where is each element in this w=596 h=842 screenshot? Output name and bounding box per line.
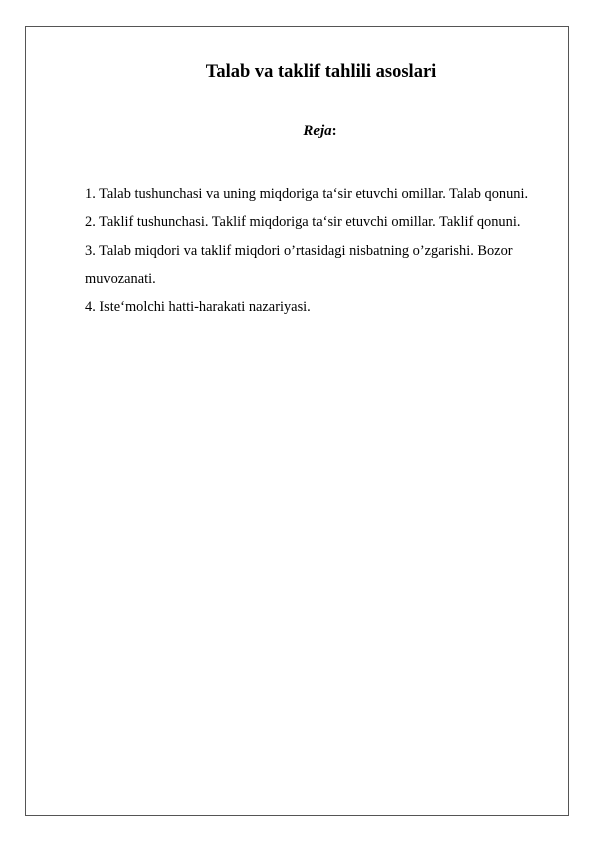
plan-item-3: 3. Talab miqdori va taklif miqdori o’rtasidagi nisbatning o’zgarishi. Bozor muvozanati. xyxy=(85,242,513,287)
plan-heading-label: Reja xyxy=(303,123,332,139)
plan-item-4: 4. Iste‘molchi hatti-harakati nazariyasi. xyxy=(85,299,311,316)
page-frame xyxy=(25,26,569,816)
document-title: Talab va taklif tahlili asoslari xyxy=(205,62,437,82)
plan-list xyxy=(85,180,535,321)
plan-heading-colon: : xyxy=(331,123,337,139)
plan-heading xyxy=(0,121,596,141)
plan-item-2: 2. Taklif tushunchasi. Taklif miqdoriga ta‘sir etuvchi omillar. Taklif qonuni. xyxy=(85,214,521,231)
plan-item-1: 1. Talab tushunchasi va uning miqdoriga ta‘sir etuvchi omillar. Talab qonuni. xyxy=(85,186,529,202)
